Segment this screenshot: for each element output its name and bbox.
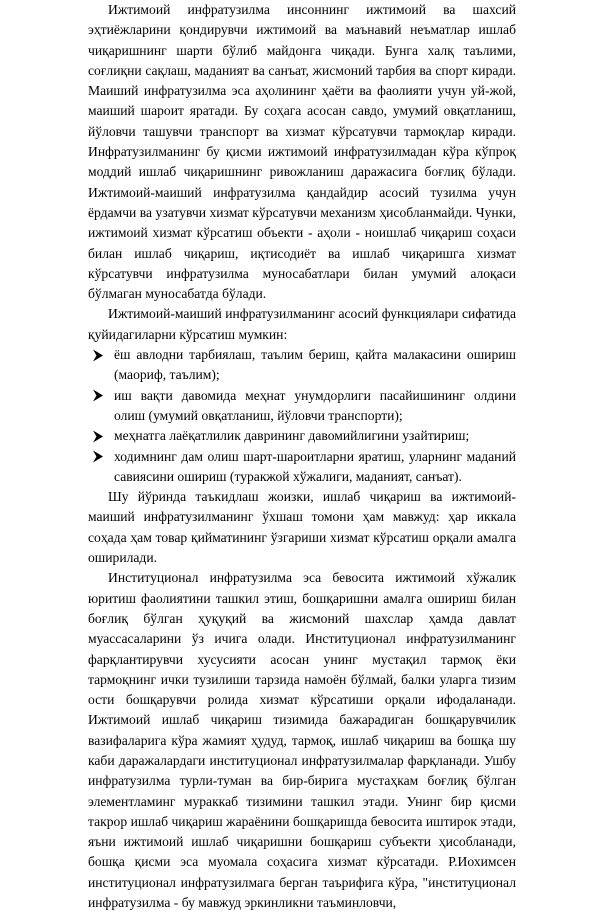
list-item-text: иш вақти давомида меҳнат унумдорлиги пасайишининг олдини олиш (умумий овқатланиш, йўловчи транспорти);: [114, 387, 516, 423]
list-item: [88, 345, 516, 386]
list-item-text: ёш авлодни тарбиялаш, таълим бериш, қайта малакасини ошириш (маориф, таълим);: [114, 347, 516, 383]
arrowhead-bullet-icon: [92, 345, 106, 365]
arrowhead-bullet-icon: [92, 386, 106, 406]
paragraph-institutional-infrastructure: Институционал инфратузилма эса бевосита ижтимоий хўжалик юритиш фаолиятини ташкил этиш, бошқаришни амалга ошириш билан боғлиқ бўлган ҳуқуқий ва жисмоний шахслар ҳамда давлат муассасаларини ўз ичига олади. Институционал инфратузилманинг фарқлантирувчи хусусияти асосан унинг мустақил тармоқ ёки тармоқнинг ички тузилиши тарзида намоён бўлмай, балки уларга тизим ости бошқарувчи ролида хизмат кўрсатиши орқали ифодаланади. Ижтимоий ишлаб чиқариш тизимида бажарадиган бошқарувчилик вазифаларига кўра жамият ҳудуд, тармоқ, ишлаб чиқариш ва бошқа шу каби даражалардаги институционал инфратузилмалар фарқланади. Ушбу инфратузилма турли-туман ва бир-бирига мустаҳкам боғлиқ бўлган элементламинг мураккаб тизимини ташкил этади. Унинг бир қисми такрор ишлаб чиқариш жараёнини бошқаришда бевосита иштирок этади, яъни ижтимоий ишлаб чиқаришни бошқариш субъекти ҳисобланади, бошқа қисми эса муомала соҳасига хизмат кўрсатади. Р.Иохимсен институционал инфратузилмага берган таърифига кўра, "институционал инфратузилма - бу мавжуд эркинликни таъминловчи,: [88, 570, 516, 911]
list-item: [88, 447, 516, 488]
functions-list: [88, 345, 516, 487]
document-body: [88, 0, 516, 913]
arrowhead-bullet-icon: [92, 447, 106, 467]
paragraph-social-infrastructure: Ижтимоий инфратузилма инсоннинг ижтимоий ва шахсий эҳтиёжларини қондирувчи ижтимоий ва маънавий неъматлар ишлаб чиқаришнинг шарти бўлиб майдонга чиқади. Бунга халқ таълими, соғлиқни сақлаш, маданият ва санъат, жисмоний тарбия ва спорт киради. Маиший инфратузилма эса аҳолининг ҳаёти ва фаолияти учун уй-жой, маиший шароит яратади. Бу соҳага асосан савдо, умумий овқатланиш, йўловчи ташувчи транспорт ва хизмат кўрсатувчи тармоқлар киради. Инфратузилманинг бу қисми ижтимоий инфратузилмадан кўра кўпроқ моддий ишлаб чиқаришнинг ривожланиш даражасига боғлиқ бўлади. Ижтимоий-маиший инфратузилма қандайдир асосий тузилма учун ёрдамчи ва узатувчи хизмат кўрсатувчи механизм ҳисобланмайди. Чунки, ижтимоий хизмат кўрсатиш объекти - аҳоли - ноишлаб чиқариш соҳаси билан ишлаб чиқариш, иқтисодиёт ва ишлаб чиқаришга хизмат кўрсатувчи инфратузилма муносабатлари билан умумий алоқаси бўлмаган муносабатда бўлади.: [88, 2, 516, 302]
list-item-text: ходимнинг дам олиш шарт-шароитларни яратиш, уларнинг маданий савиясини ошириш (туракжой хўжалиги, маданият, санъат).: [114, 448, 516, 484]
paragraph-similarity: Шу йўринда таъкидлаш жоизки, ишлаб чиқариш ва ижтимоий-маиший инфратузилманинг ўхшаш томони ҳам мавжуд: ҳар иккала соҳада ҳам товар қийматининг ўзгариши хизмат кўрсатиш орқали амалга оширилади.: [88, 489, 516, 566]
paragraph-functions-intro: Ижтимоий-маиший инфратузилманинг асосий функциялари сифатида қуйидагиларни кўрсатиш мумкин:: [88, 306, 516, 342]
list-item-text: меҳнатга лаёқатлилик даврининг давомийлигини узайтириш;: [114, 428, 470, 444]
list-item: [88, 386, 516, 427]
list-item: [88, 426, 516, 446]
arrowhead-bullet-icon: [92, 426, 106, 446]
